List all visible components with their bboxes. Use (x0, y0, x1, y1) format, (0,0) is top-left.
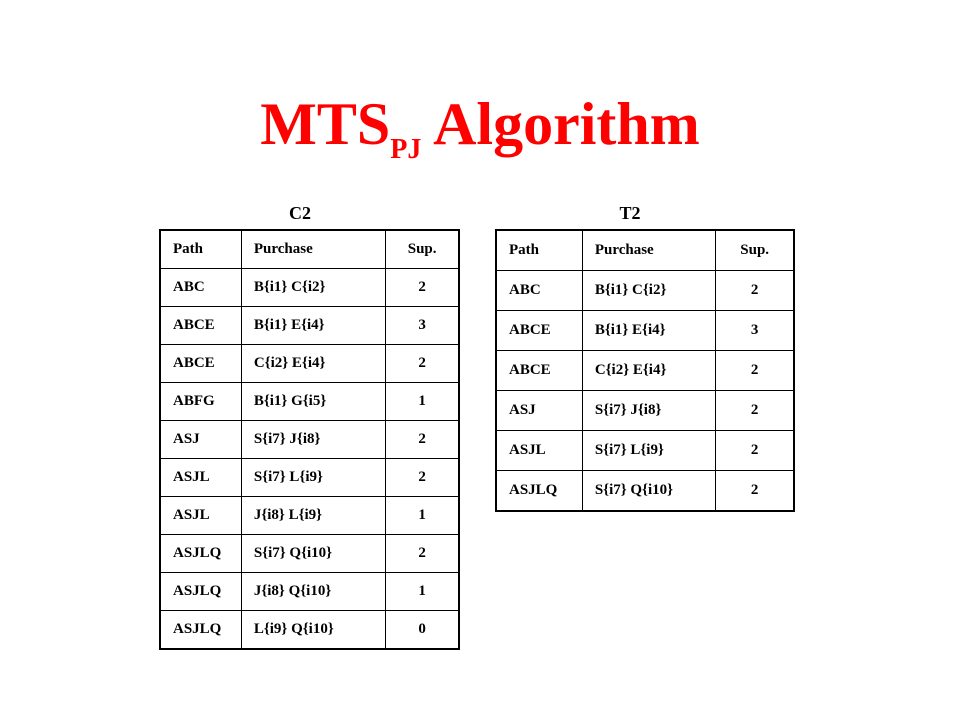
purchase-cell: B{i1} G{i5} (241, 383, 385, 421)
path-cell: ABCE (161, 307, 242, 345)
path-cell: ABFG (161, 383, 242, 421)
support-cell: 2 (386, 459, 459, 497)
path-cell: ASJLQ (161, 535, 242, 573)
table-row (497, 351, 794, 391)
support-cell: 2 (716, 391, 794, 431)
column-header: Sup. (386, 231, 459, 269)
table-row (161, 611, 459, 649)
column-header: Path (497, 231, 583, 271)
path-cell: ABC (497, 271, 583, 311)
support-cell: 2 (386, 269, 459, 307)
table-row (497, 271, 794, 311)
path-cell: ASJ (161, 421, 242, 459)
c2-caption: C2 (289, 203, 311, 223)
support-cell: 2 (386, 345, 459, 383)
support-cell: 3 (716, 311, 794, 351)
support-cell: 2 (716, 351, 794, 391)
table-row (497, 431, 794, 471)
table-row (161, 497, 459, 535)
title-main: MTS (260, 91, 391, 157)
purchase-cell: B{i1} E{i4} (582, 311, 716, 351)
path-cell: ABCE (497, 351, 583, 391)
path-cell: ASJL (161, 497, 242, 535)
column-header: Purchase (241, 231, 385, 269)
purchase-cell: C{i2} E{i4} (582, 351, 716, 391)
path-cell: ASJ (497, 391, 583, 431)
support-cell: 1 (386, 497, 459, 535)
purchase-cell: J{i8} Q{i10} (241, 573, 385, 611)
table-row (161, 421, 459, 459)
path-cell: ABCE (497, 311, 583, 351)
table-header-row (497, 231, 794, 271)
support-cell: 2 (386, 535, 459, 573)
purchase-cell: B{i1} C{i2} (582, 271, 716, 311)
purchase-cell: S{i7} J{i8} (582, 391, 716, 431)
support-cell: 3 (386, 307, 459, 345)
purchase-cell: J{i8} L{i9} (241, 497, 385, 535)
table-row (161, 535, 459, 573)
path-cell: ASJLQ (161, 573, 242, 611)
table-row (161, 345, 459, 383)
path-cell: ASJLQ (497, 471, 583, 511)
c2-table (160, 230, 459, 649)
table-row (161, 459, 459, 497)
purchase-cell: B{i1} E{i4} (241, 307, 385, 345)
purchase-cell: S{i7} Q{i10} (241, 535, 385, 573)
path-cell: ASJL (161, 459, 242, 497)
purchase-cell: S{i7} Q{i10} (582, 471, 716, 511)
support-cell: 1 (386, 573, 459, 611)
column-header: Sup. (716, 231, 794, 271)
title-subscript: PJ (390, 134, 422, 165)
page-title (0, 88, 960, 172)
column-header: Path (161, 231, 242, 269)
table-header-row (161, 231, 459, 269)
t2-table (496, 230, 794, 511)
support-cell: 2 (716, 471, 794, 511)
column-header: Purchase (582, 231, 716, 271)
table-row (161, 573, 459, 611)
path-cell: ABCE (161, 345, 242, 383)
support-cell: 2 (716, 431, 794, 471)
support-cell: 1 (386, 383, 459, 421)
support-cell: 2 (386, 421, 459, 459)
table-row (161, 269, 459, 307)
purchase-cell: S{i7} L{i9} (582, 431, 716, 471)
purchase-cell: S{i7} L{i9} (241, 459, 385, 497)
path-cell: ASJLQ (161, 611, 242, 649)
support-cell: 2 (716, 271, 794, 311)
purchase-cell: C{i2} E{i4} (241, 345, 385, 383)
purchase-cell: S{i7} J{i8} (241, 421, 385, 459)
support-cell: 0 (386, 611, 459, 649)
table-row (161, 307, 459, 345)
path-cell: ASJL (497, 431, 583, 471)
t2-caption: T2 (619, 203, 641, 223)
table-row (161, 383, 459, 421)
purchase-cell: L{i9} Q{i10} (241, 611, 385, 649)
path-cell: ABC (161, 269, 242, 307)
table-row (497, 311, 794, 351)
purchase-cell: B{i1} C{i2} (241, 269, 385, 307)
title-rest: Algorithm (421, 91, 700, 157)
table-row (497, 471, 794, 511)
table-row (497, 391, 794, 431)
